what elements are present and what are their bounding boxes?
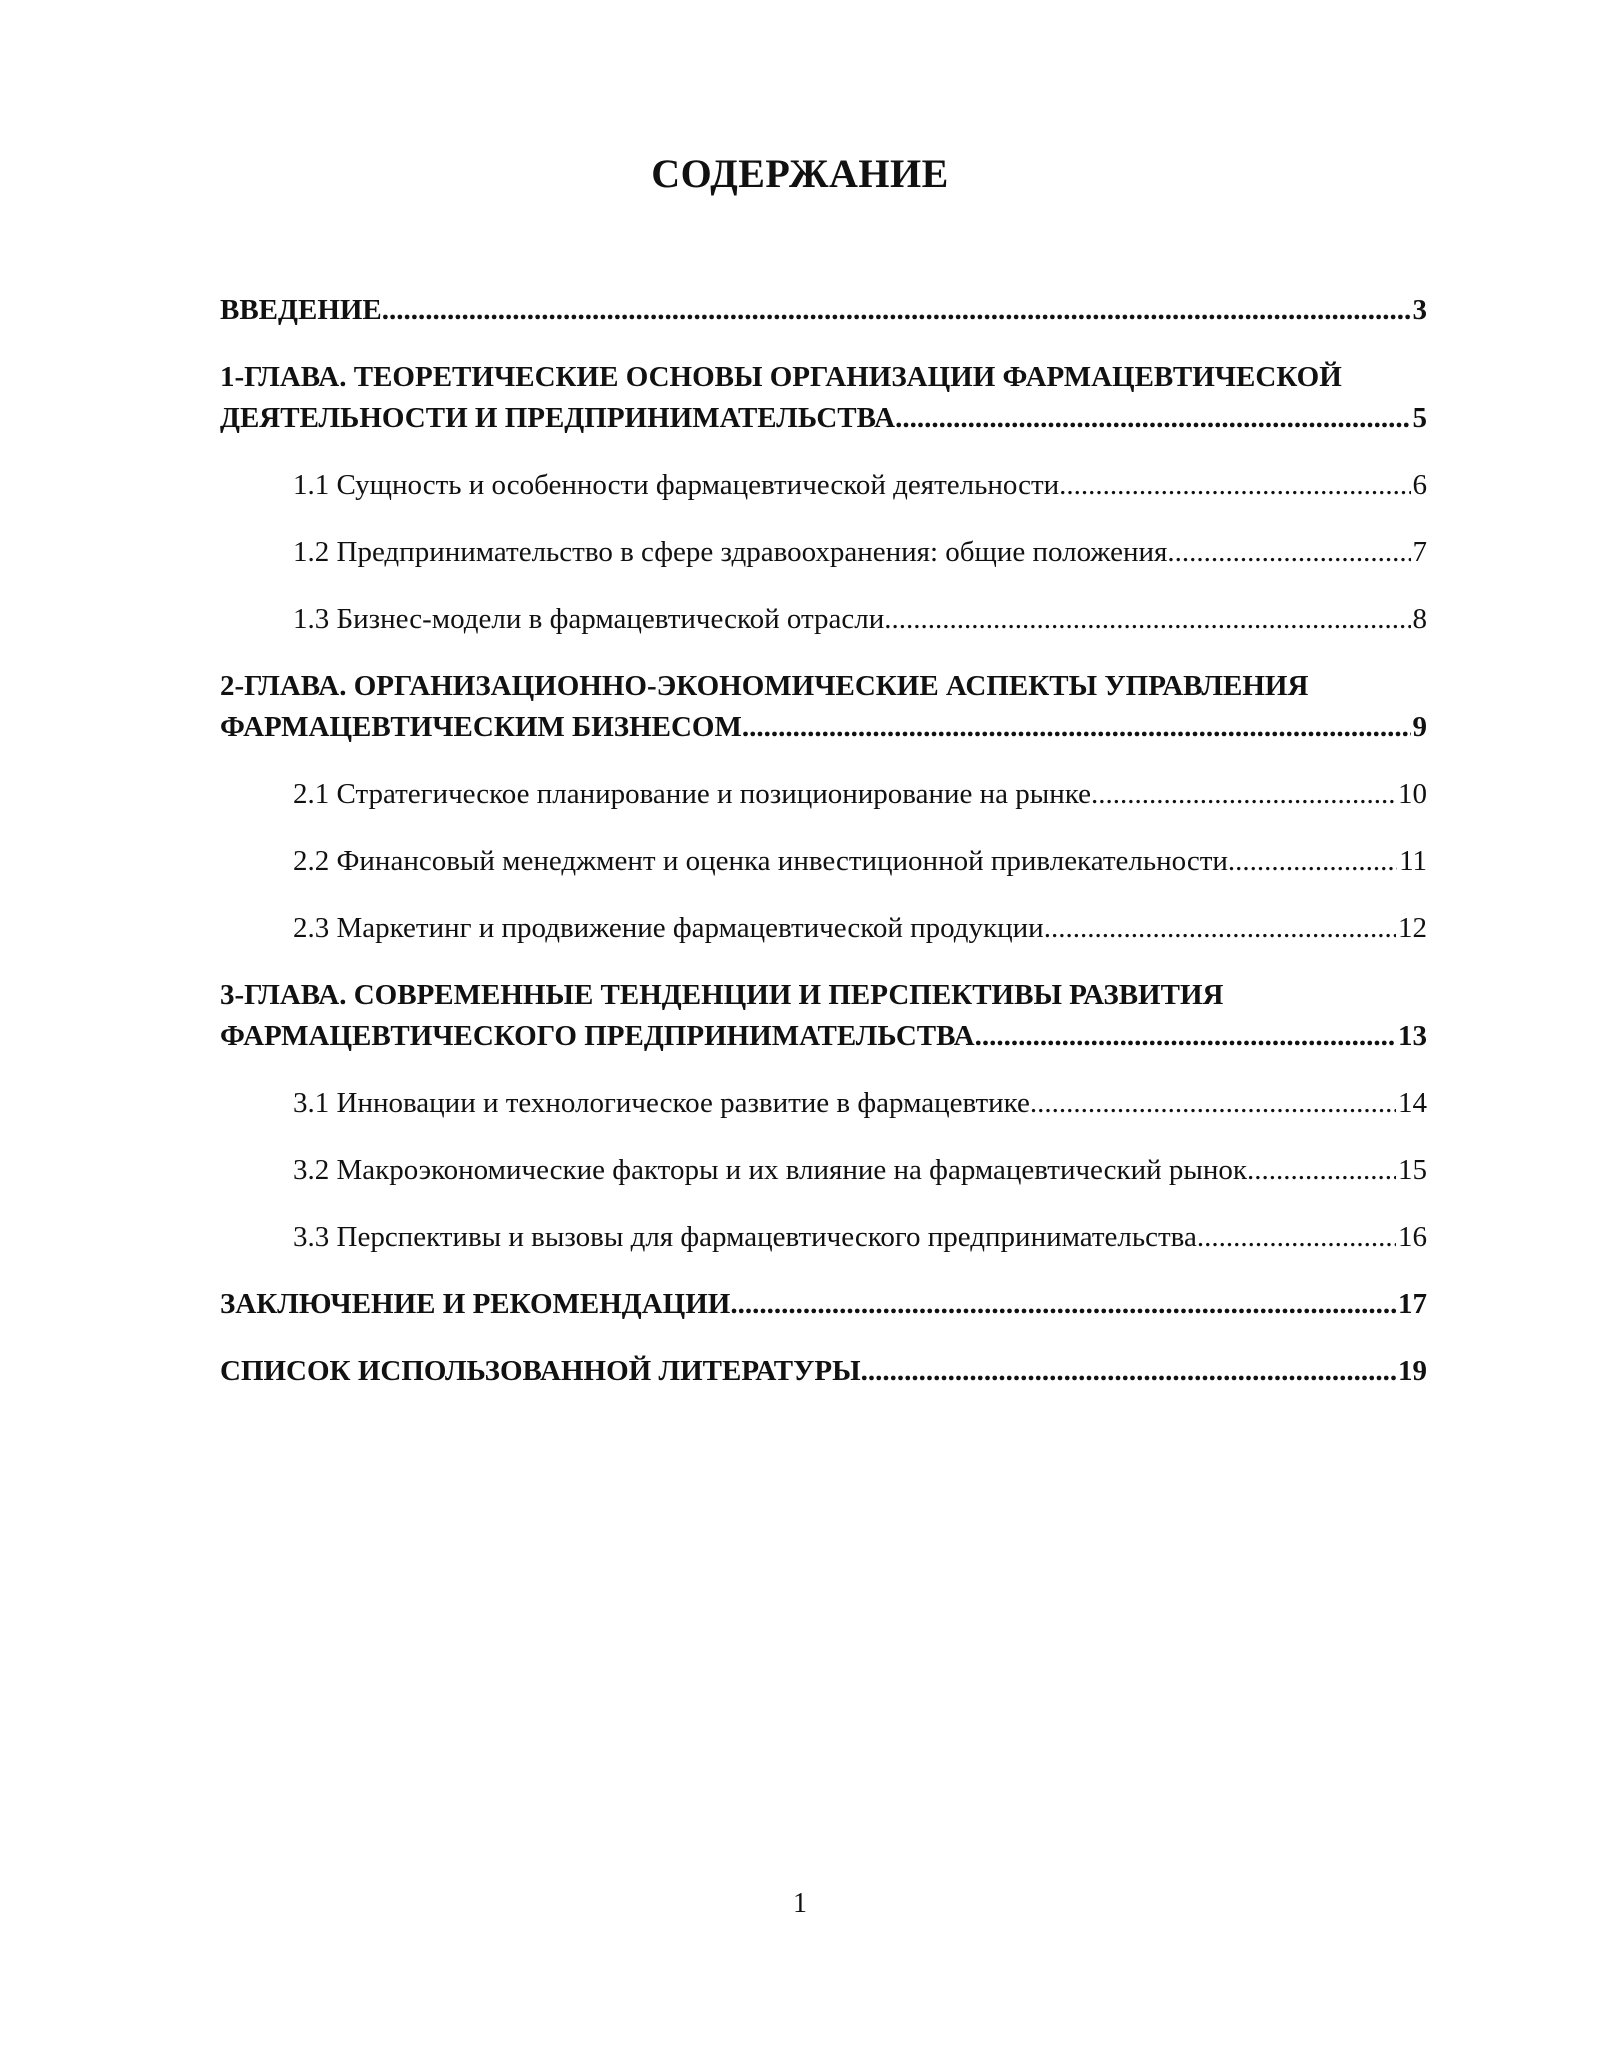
toc-entry-label: 1.1 Сущность и особенности фармацевтической деятельности	[293, 465, 1059, 506]
toc-leader-dots	[1228, 841, 1397, 882]
toc-page-number: 12	[1398, 912, 1427, 944]
toc-entry-section-2-1[interactable]	[220, 774, 1427, 815]
toc-entry-label: 1.3 Бизнес-модели в фармацевтической отрасли	[293, 599, 884, 640]
toc-leader-dots	[1044, 908, 1396, 949]
toc-page-number: 7	[1412, 536, 1427, 568]
toc-leader-dots	[742, 707, 1411, 748]
toc-entry-label: 2.3 Маркетинг и продвижение фармацевтической продукции	[293, 908, 1044, 949]
toc-page-number: 8	[1412, 603, 1427, 635]
toc-entry-section-3-1[interactable]	[220, 1083, 1427, 1124]
toc-entry-label: 2.2 Финансовый менеджмент и оценка инвестиционной привлекательности	[293, 841, 1228, 882]
toc-entry-label: СПИСОК ИСПОЛЬЗОВАННОЙ ЛИТЕРАТУРЫ	[220, 1351, 861, 1392]
toc-leader-dots	[1091, 774, 1396, 815]
toc-leader-dots	[861, 1351, 1396, 1392]
toc-entry-label: ЗАКЛЮЧЕНИЕ И РЕКОМЕНДАЦИИ	[220, 1284, 730, 1325]
toc-entry-label: 2.1 Стратегическое планирование и позиционирование на рынке	[293, 774, 1091, 815]
toc-leader-dots	[1167, 532, 1410, 573]
toc-entry-label: 1.2 Предпринимательство в сфере здравоохранения: общие положения	[293, 532, 1167, 573]
toc-entry-conclusion[interactable]	[220, 1284, 1427, 1325]
page-number: 1	[793, 1888, 807, 1919]
toc-entry-label-line1: 3-ГЛАВА. СОВРЕМЕННЫЕ ТЕНДЕНЦИИ И ПЕРСПЕКТИВЫ РАЗВИТИЯ	[220, 979, 1224, 1011]
toc-entry-label: 3.2 Макроэкономические факторы и их влияние на фармацевтический рынок	[293, 1150, 1247, 1191]
toc-entry-chapter-2[interactable]	[220, 666, 1427, 748]
page-title: СОДЕРЖАНИЕ	[651, 151, 949, 196]
toc-entry-section-2-2[interactable]	[220, 841, 1427, 882]
toc-leader-dots	[1059, 465, 1410, 506]
toc-entry-label: ВВЕДЕНИЕ	[220, 290, 382, 331]
toc-page-number: 19	[1398, 1355, 1427, 1387]
toc-entry-label-line1: 1-ГЛАВА. ТЕОРЕТИЧЕСКИЕ ОСНОВЫ ОРГАНИЗАЦИИ ФАРМАЦЕВТИЧЕСКОЙ	[220, 361, 1342, 393]
table-of-contents	[220, 290, 1427, 1392]
toc-entry-references[interactable]	[220, 1351, 1427, 1392]
toc-entry-chapter-3[interactable]	[220, 975, 1427, 1057]
toc-leader-dots	[1197, 1217, 1396, 1258]
toc-page-number: 10	[1398, 778, 1427, 810]
toc-entry-label: 3.1 Инновации и технологическое развитие в фармацевтике	[293, 1083, 1030, 1124]
toc-page-number: 13	[1398, 1020, 1427, 1052]
toc-page-number: 9	[1412, 711, 1427, 743]
toc-entry-chapter-1[interactable]	[220, 357, 1427, 439]
toc-entry-label-line2: ДЕЯТЕЛЬНОСТИ И ПРЕДПРИНИМАТЕЛЬСТВА	[220, 398, 895, 439]
toc-leader-dots	[382, 290, 1411, 331]
toc-page-number: 17	[1398, 1288, 1427, 1320]
toc-page-number: 15	[1398, 1154, 1427, 1186]
toc-leader-dots	[884, 599, 1410, 640]
toc-entry-label-line2: ФАРМАЦЕВТИЧЕСКИМ БИЗНЕСОМ	[220, 707, 742, 748]
toc-entry-label-line1: 2-ГЛАВА. ОРГАНИЗАЦИОННО-ЭКОНОМИЧЕСКИЕ АСПЕКТЫ УПРАВЛЕНИЯ	[220, 670, 1309, 702]
toc-entry-section-1-1[interactable]	[220, 465, 1427, 506]
toc-entry-label: 3.3 Перспективы и вызовы для фармацевтического предпринимательства	[293, 1217, 1197, 1258]
toc-page-number: 6	[1412, 469, 1427, 501]
toc-entry-section-1-2[interactable]	[220, 532, 1427, 573]
toc-page-number: 5	[1412, 402, 1427, 434]
toc-entry-section-2-3[interactable]	[220, 908, 1427, 949]
toc-leader-dots	[975, 1016, 1396, 1057]
toc-entry-section-3-3[interactable]	[220, 1217, 1427, 1258]
toc-leader-dots	[730, 1284, 1396, 1325]
toc-entry-introduction[interactable]	[220, 290, 1427, 331]
toc-leader-dots	[895, 398, 1410, 439]
toc-entry-section-3-2[interactable]	[220, 1150, 1427, 1191]
toc-page-number: 14	[1398, 1087, 1427, 1119]
toc-entry-label-line2: ФАРМАЦЕВТИЧЕСКОГО ПРЕДПРИНИМАТЕЛЬСТВА	[220, 1016, 975, 1057]
toc-leader-dots	[1030, 1083, 1396, 1124]
toc-entry-section-1-3[interactable]	[220, 599, 1427, 640]
toc-page-number: 16	[1398, 1221, 1427, 1253]
toc-page-number: 3	[1412, 294, 1427, 326]
toc-page-number: 11	[1399, 845, 1427, 877]
toc-leader-dots	[1247, 1150, 1396, 1191]
